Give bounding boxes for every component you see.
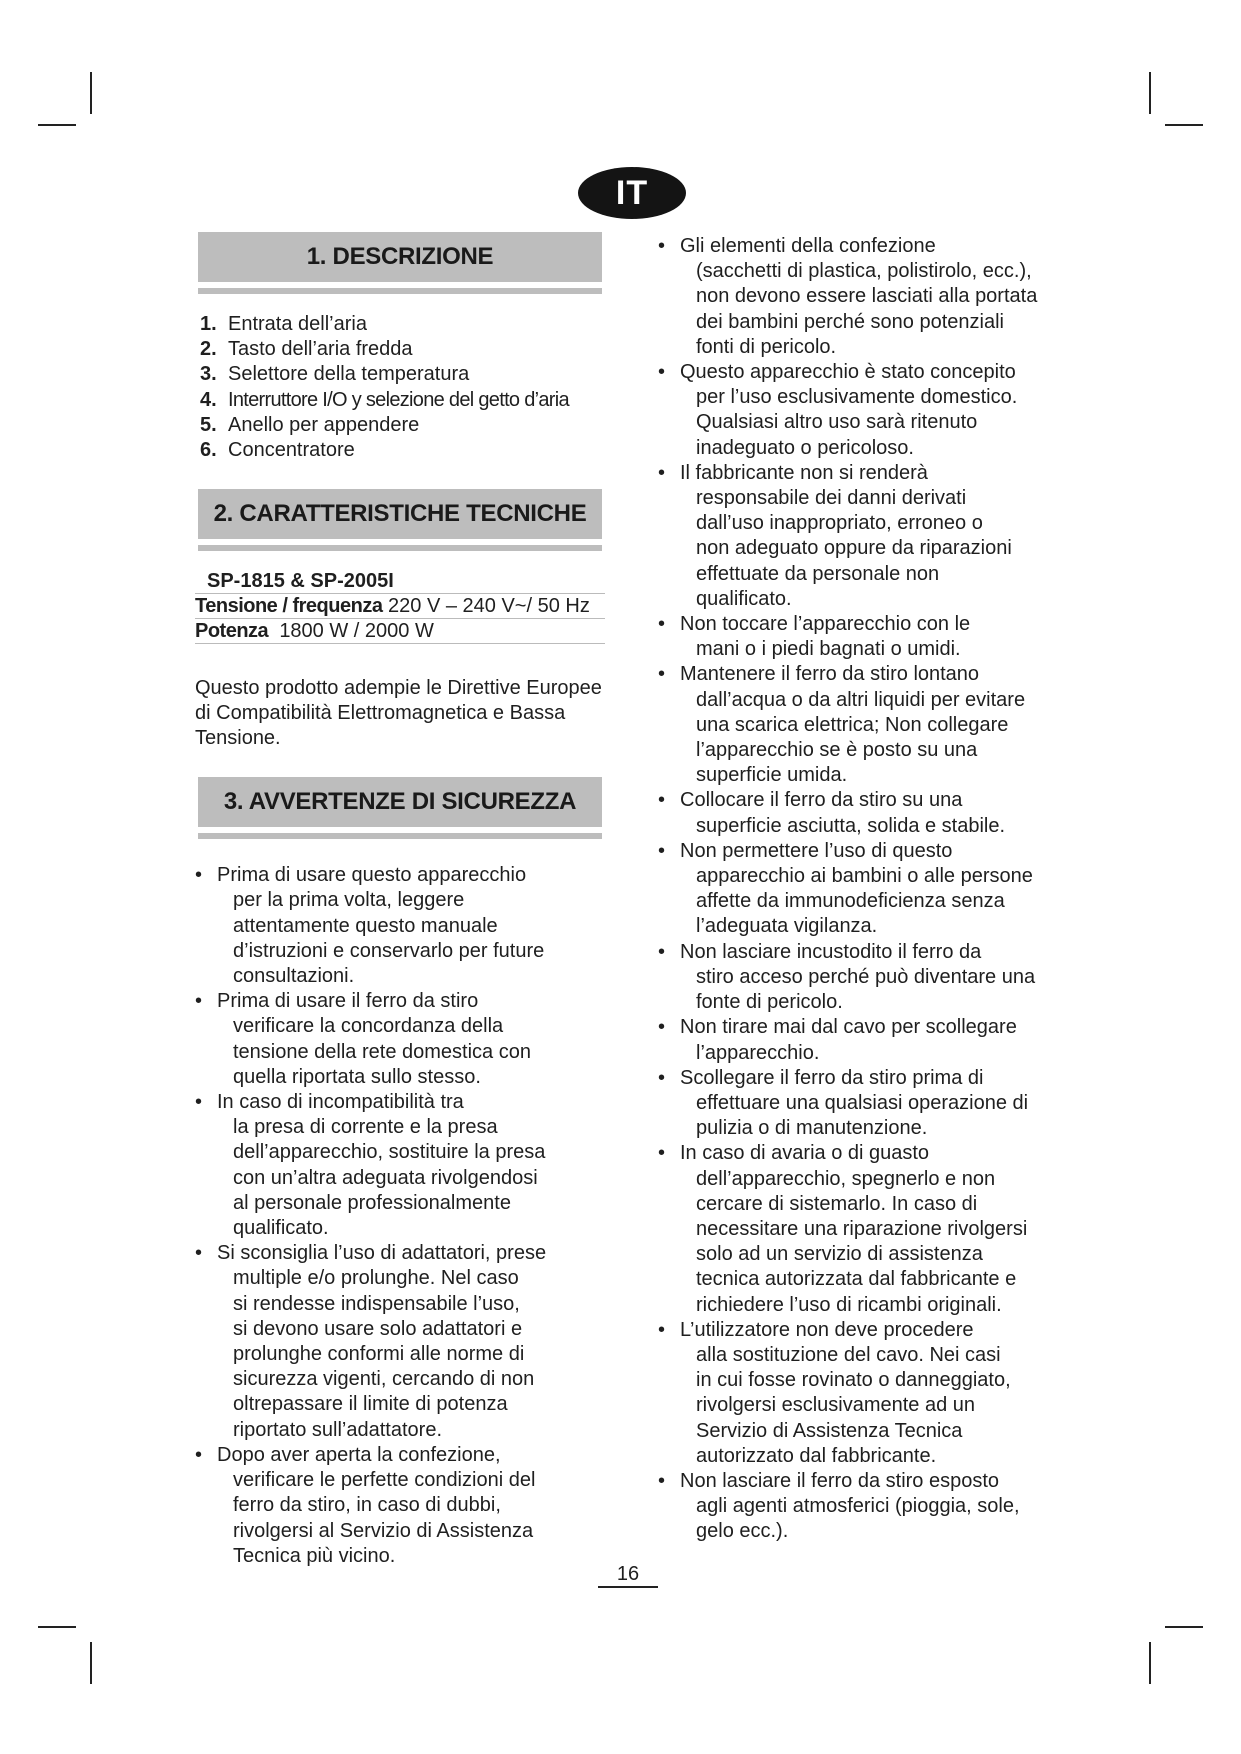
bullet-line: l’apparecchio. (696, 1041, 820, 1064)
bullet-line: alla sostituzione del cavo. Nei casi (696, 1343, 1001, 1366)
crop-mark (1149, 72, 1151, 114)
item-text: Anello per appendere (228, 413, 420, 436)
bullet-line: l’adeguata vigilanza. (696, 915, 878, 938)
bullet-line: effettuate da personale non (696, 562, 940, 585)
bullet-line: ferro da stiro, in caso di dubbi, (233, 1494, 501, 1517)
safety-bullet (195, 1443, 605, 1569)
section-header-description (198, 232, 602, 294)
item-text: Interruttore I/O y selezione del getto d’aria (228, 388, 569, 411)
section-title: 2. CARATTERISTICHE TECNICHE (198, 489, 602, 539)
specs-table (195, 569, 605, 644)
safety-bullet (195, 863, 605, 989)
bullet-line: solo ad un servizio di assistenza (696, 1243, 983, 1266)
bullet-line: fonte di pericolo. (696, 991, 843, 1014)
section-title: 3. AVVERTENZE DI SICUREZZA (198, 777, 602, 827)
bullet-line: per la prima volta, leggere (233, 889, 465, 912)
bullet-line: • Non permettere l’uso di questo (680, 839, 953, 862)
item-text: Selettore della temperatura (228, 363, 470, 386)
bullet-line: • In caso di incompatibilità tra (217, 1091, 464, 1114)
section-header-safety (198, 777, 602, 839)
page-number: 16 (598, 1562, 658, 1588)
bullet-line: non adeguato oppure da riparazioni (696, 537, 1012, 560)
bullet-line: responsabile dei danni derivati (696, 487, 967, 510)
bullet-line: apparecchio ai bambini o alle persone (696, 865, 1033, 888)
bullet-line: dell’apparecchio, sostituire la presa (233, 1141, 546, 1164)
safety-bullet (658, 1141, 1068, 1317)
bullet-line: multiple e/o prolunghe. Nel caso (233, 1267, 519, 1290)
bullet-line: affette da immunodeficienza senza (696, 890, 1005, 913)
crop-mark (1165, 1626, 1203, 1628)
bullet-line: in cui fosse rovinato o danneggiato, (696, 1369, 1011, 1392)
spec-value: 220 V – 240 V~/ 50 Hz (388, 595, 590, 618)
bullet-line: tensione della rete domestica con (233, 1040, 531, 1063)
item-text: Tasto dell’aria fredda (228, 338, 413, 361)
crop-mark (38, 124, 76, 126)
bullet-line: oltrepassare il limite di potenza (233, 1393, 508, 1416)
spec-row-voltage (195, 594, 605, 619)
right-column (658, 234, 1068, 1545)
bullet-line: • Questo apparecchio è stato concepito (680, 361, 1016, 384)
description-item (200, 312, 605, 337)
description-item (200, 337, 605, 362)
bullet-line: rivolgersi al Servizio di Assistenza (233, 1519, 534, 1542)
description-list (200, 312, 605, 463)
item-number: 1. (200, 313, 217, 335)
safety-bullet (195, 989, 605, 1090)
bullet-line: • Mantenere il ferro da stiro lontano (680, 663, 980, 686)
bullet-line: • In caso di avaria o di guasto (680, 1142, 930, 1165)
spec-row-power (195, 619, 605, 644)
safety-bullet (658, 461, 1068, 612)
bullet-line: • Non tirare mai dal cavo per scollegare (680, 1016, 1017, 1039)
bullet-line: prolunghe conformi alle norme di (233, 1343, 525, 1366)
bullet-line: richiedere l’uso di ricambi originali. (696, 1293, 1002, 1316)
bullet-line: quella riportata sullo stesso. (233, 1065, 481, 1088)
bullet-line: superficie asciutta, solida e stabile. (696, 814, 1006, 837)
item-number: 3. (200, 363, 217, 386)
bullet-line: d’istruzioni e conservarlo per future (233, 939, 545, 962)
bullet-line: • Scollegare il ferro da stiro prima di (680, 1066, 984, 1089)
bullet-line: autorizzato dal fabbricante. (696, 1444, 937, 1467)
spec-value: 1800 W / 2000 W (279, 620, 434, 643)
spec-label: Potenza (195, 620, 269, 643)
bullet-line: fonti di pericolo. (696, 335, 837, 358)
bullet-line: • Gli elementi della confezione (680, 235, 936, 257)
safety-bullet (195, 1241, 605, 1443)
compliance-text: Questo prodotto adempie le Direttive Europee di Compatibilità Elettromagnetica e Bassa Tensione. (195, 677, 602, 750)
bullet-line: cercare di sistemarlo. In caso di (696, 1192, 978, 1215)
bullet-line: dell’apparecchio, spegnerlo e non (696, 1167, 996, 1190)
bullet-line: al personale professionalmente (233, 1191, 511, 1214)
item-text: Entrata dell’aria (228, 313, 367, 335)
bullet-line: riportato sull’adattatore. (233, 1418, 443, 1441)
bullet-line: • Non toccare l’apparecchio con le (680, 613, 971, 636)
safety-bullet (658, 940, 1068, 1016)
bullet-line: non devono essere lasciati alla portata (696, 285, 1038, 308)
bullet-line: rivolgersi esclusivamente ad un (696, 1394, 976, 1417)
description-item (200, 438, 605, 463)
bullet-line: superficie umida. (696, 764, 848, 787)
bullet-line: pulizia o di manutenzione. (696, 1117, 928, 1140)
spec-label: Tensione / frequenza (195, 595, 383, 618)
safety-bullet (658, 839, 1068, 940)
safety-bullet (658, 1015, 1068, 1065)
spec-model: SP-1815 & SP-2005I (195, 569, 605, 594)
crop-mark (1165, 124, 1203, 126)
bullet-line: con un’altra adeguata rivolgendosi (233, 1166, 538, 1189)
crop-mark (90, 72, 92, 114)
bullet-line: consultazioni. (233, 965, 355, 988)
bullet-line: una scarica elettrica; Non collegare (696, 713, 1009, 736)
safety-bullet (658, 612, 1068, 662)
bullet-line: • Non lasciare incustodito il ferro da (680, 940, 982, 963)
section-underline (198, 833, 602, 839)
bullet-line: Qualsiasi altro uso sarà ritenuto (696, 411, 978, 434)
bullet-line: necessitare una riparazione rivolgersi (696, 1217, 1028, 1240)
bullet-line: qualificato. (696, 587, 792, 610)
item-number: 2. (200, 338, 217, 361)
bullet-line: • Prima di usare questo apparecchio (217, 864, 527, 887)
bullet-line: stiro acceso perché può diventare una (696, 965, 1036, 988)
bullet-line: • Non lasciare il ferro da stiro esposto (680, 1469, 1000, 1492)
bullet-line: dei bambini perché sono potenziali (696, 310, 1004, 333)
description-item (200, 413, 605, 438)
language-badge: IT (578, 167, 686, 219)
safety-list-right (658, 234, 1068, 1545)
bullet-line: la presa di corrente e la presa (233, 1116, 498, 1139)
safety-bullet (195, 1090, 605, 1241)
item-number: 6. (200, 439, 217, 462)
bullet-line: si rendesse indispensabile l’uso, (233, 1292, 520, 1315)
bullet-line: per l’uso esclusivamente domestico. (696, 386, 1018, 409)
bullet-line: Servizio di Assistenza Tecnica (696, 1419, 963, 1442)
bullet-line: • L’utilizzatore non deve procedere (680, 1318, 974, 1341)
description-item (200, 388, 605, 413)
bullet-line: mani o i piedi bagnati o umidi. (696, 638, 961, 661)
safety-bullet (658, 788, 1068, 838)
bullet-line: sicurezza vigenti, cercando di non (233, 1368, 535, 1391)
item-text: Concentratore (228, 439, 355, 462)
crop-mark (38, 1626, 76, 1628)
safety-bullet (658, 662, 1068, 788)
section-title: 1. DESCRIZIONE (198, 232, 602, 282)
safety-bullet (658, 360, 1068, 461)
safety-bullet (658, 1066, 1068, 1142)
description-item (200, 362, 605, 387)
item-number: 5. (200, 413, 217, 436)
safety-bullet (658, 1318, 1068, 1469)
bullet-line: verificare la concordanza della (233, 1015, 504, 1038)
safety-bullet (658, 1469, 1068, 1545)
bullet-line: gelo ecc.). (696, 1520, 789, 1543)
bullet-line: agli agenti atmosferici (pioggia, sole, (696, 1495, 1020, 1518)
bullet-line: qualificato. (233, 1217, 329, 1240)
bullet-line: • Dopo aver aperta la confezione, (217, 1443, 501, 1466)
bullet-line: effettuare una qualsiasi operazione di (696, 1091, 1029, 1114)
bullet-line: dall’acqua o da altri liquidi per evitare (696, 688, 1026, 711)
crop-mark (1149, 1642, 1151, 1684)
bullet-line: • Si sconsiglia l’uso di adattatori, prese (217, 1242, 547, 1265)
safety-list-left (195, 863, 605, 1569)
section-underline (198, 288, 602, 294)
bullet-line: si devono usare solo adattatori e (233, 1317, 523, 1340)
bullet-line: l’apparecchio se è posto su una (696, 739, 978, 762)
bullet-line: attentamente questo manuale (233, 914, 498, 937)
bullet-line: • Collocare il ferro da stiro su una (680, 789, 963, 812)
safety-bullet (658, 234, 1068, 360)
left-column (195, 232, 605, 1569)
crop-mark (90, 1642, 92, 1684)
section-header-specs (198, 489, 602, 551)
bullet-line: • Il fabbricante non si renderà (680, 461, 928, 484)
bullet-line: dall’uso inappropriato, erroneo o (696, 512, 983, 535)
item-number: 4. (200, 388, 217, 411)
bullet-line: (sacchetti di plastica, polistirolo, ecc.), (696, 260, 1032, 283)
bullet-line: tecnica autorizzata dal fabbricante e (696, 1268, 1017, 1291)
bullet-line: Tecnica più vicino. (233, 1544, 396, 1567)
bullet-line: • Prima di usare il ferro da stiro (217, 990, 479, 1013)
bullet-line: inadeguato o pericoloso. (696, 436, 914, 459)
section-underline (198, 545, 602, 551)
bullet-line: verificare le perfette condizioni del (233, 1469, 536, 1492)
